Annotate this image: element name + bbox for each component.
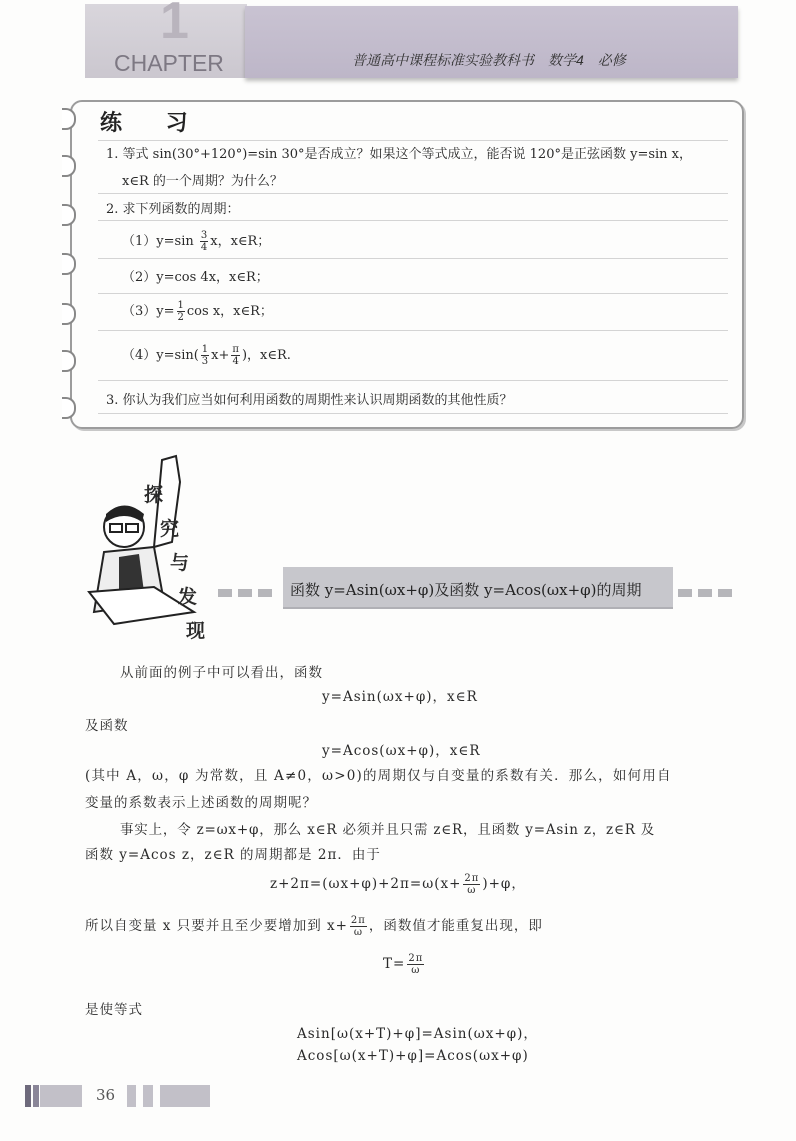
ruled-line [98,220,728,221]
question-2: 2. 求下列函数的周期： [106,202,240,217]
footer-bar [33,1085,39,1107]
chapter-number: 1 [160,0,189,50]
dash-decoration [258,589,272,597]
question-2-item-2: （2）y=cos 4x，x∈R； [122,270,269,285]
ruled-line [98,413,728,414]
ruled-line [98,140,728,141]
ruled-line [98,258,728,259]
formula-shift: z+2π=(ωx+φ)+2π=ω(x+ $\frac{2\pi}{\omega}$ )+φ， [270,873,526,896]
footer-bar [127,1085,136,1107]
dash-decoration [718,589,732,597]
question-2-item-4: （4）y=sin( $\frac{1}{3}$ x+ $\frac{\pi}{4}$ )，x∈R. [122,344,291,367]
paragraph-3-line-2: 变量的系数表示上述函数的周期呢？ [85,795,317,811]
exercise-title: 练 习 [100,111,206,136]
dash-decoration [698,589,712,597]
question-1-line-1: 1. 等式 sin(30°+120°)=sin 30°是否成立？如果这个等式成立，能否说 120°是正弦函数 y=sin x， [106,147,693,162]
paragraph-1: 从前面的例子中可以看出，函数 [120,665,323,681]
paragraph-4-line-2: 函数 y=Acos z，z∈R 的周期都是 2π．由于 [85,847,381,863]
formula-period: T= $\frac{2\pi}{\omega}$ [383,953,424,976]
ruled-line [98,193,728,194]
section-title: 函数 y=Asin(ωx+φ)及函数 y=Acos(ωx+φ)的周期 [290,581,642,599]
question-3: 3. 你认为我们应当如何利用函数的周期性来认识周期函数的其他性质？ [106,393,513,408]
formula-cos: y=Acos(ωx+φ)，x∈R [322,743,481,759]
ruled-line [98,293,728,294]
book-title: 普通高中课程标准实验教科书 数学4 必修 [352,52,626,68]
paragraph-3-line-1: (其中 A，ω，φ 为常数，且 A≠0，ω>0)的周期仅与自变量的系数有关．那么，如何用自 [85,768,672,784]
question-2-item-3: （3）y= $\frac{1}{2}$ cos x，x∈R； [122,300,273,323]
footer-bar [160,1085,210,1107]
explore-vertical-label: 探 究 与 发 现 [144,484,206,642]
paragraph-2: 及函数 [85,718,129,734]
paragraph-4-line-1: 事实上，令 z=ωx+φ，那么 x∈R 必须并且只需 z∈R，且函数 y=Asin z，z∈R 及 [120,822,656,838]
page-number: 36 [96,1086,116,1104]
paragraph-6: 是使等式 [85,1002,143,1018]
formula-sin-identity: Asin[ω(x+T)+φ]=Asin(ωx+φ)， [297,1026,538,1042]
footer-bar [25,1085,31,1107]
dash-decoration [678,589,692,597]
dash-decoration [238,589,252,597]
chapter-label: CHAPTER [114,50,224,76]
dash-decoration [218,589,232,597]
formula-sin: y=Asin(ωx+φ)，x∈R [322,689,478,705]
formula-cos-identity: Acos[ω(x+T)+φ]=Acos(ωx+φ) [297,1048,529,1064]
footer-bar [40,1085,82,1107]
question-2-item-1: （1）y=sin $\frac{3}{4}$ x，x∈R； [122,230,271,253]
paragraph-5: 所以自变量 x 只要并且至少要增加到 x+ $\frac{2\pi}{\omega}$ ，函数值才能重复出现，即 [85,915,543,938]
footer-bar [143,1085,153,1107]
question-1-line-2: x∈R 的一个周期？为什么？ [122,174,283,189]
ruled-line [98,330,728,331]
ruled-line [98,380,728,381]
